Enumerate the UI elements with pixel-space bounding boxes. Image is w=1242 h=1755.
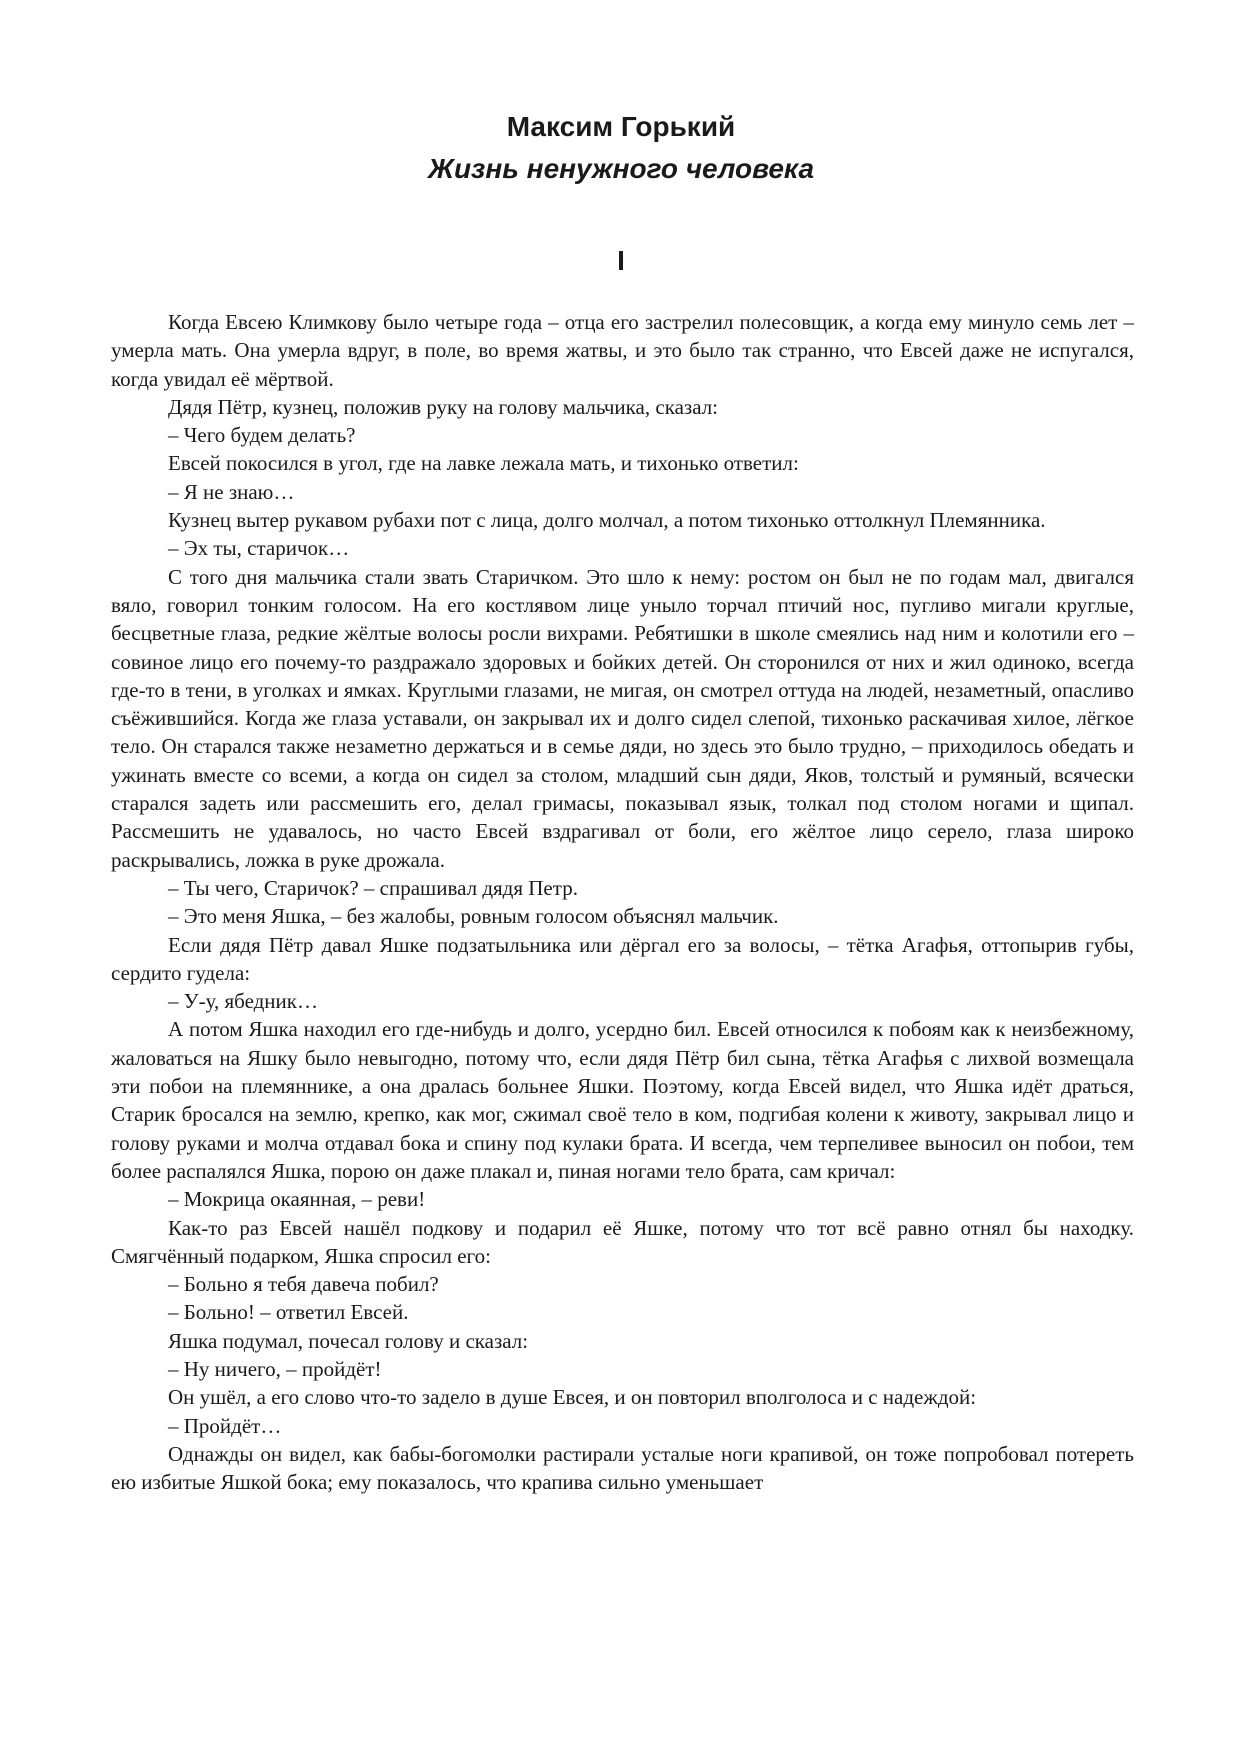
paragraph: – Больно! – ответил Евсей. <box>168 1300 409 1325</box>
paragraph: – Ну ничего, – пройдёт! <box>168 1356 382 1381</box>
paragraph: А потом Яшка находил его где-нибудь и долго, усердно бил. Евсей относился к побоям как к неизбежному, жаловаться на Яшку было невыгодно, потому что, если дядя Пётр бил сына, тётка Агафья с лихвой возмещала эти побои на племяннике, а она дралась больнее Яшки. Поэтому, когда Евсей видел, что Яшка идёт драться, Старик бросался на землю, крепко, как мог, сжимал своё тело в ком, подгибая колени к животу, закрывал лицо и голову руками и молча отдавал бока и спину под кулаки брата. И всегда, чем терпеливее выносил он побои, тем более распалялся Яшка, порою он даже плакал и, пиная ногами тело брата, сам кричал: <box>111 1017 1134 1183</box>
paragraph: Когда Евсею Климкову было четыре года – отца его застрелил полесовщик, а когда ему минуло семь лет – умерла мать. Она умерла вдруг, в поле, во время жатвы, и это было так странно, что Евсей даже не испугался, когда увидал её мёртвой. <box>111 310 1134 391</box>
text-body <box>111 308 1134 1496</box>
paragraph: – Ты чего, Старичок? – спрашивал дядя Петр. <box>168 875 578 900</box>
paragraph: Яшка подумал, почесал голову и сказал: <box>168 1328 529 1353</box>
paragraph: Как-то раз Евсей нашёл подкову и подарил её Яшке, потому что тот всё равно отнял бы находку. Смягчённый подарком, Яшка спросил его: <box>111 1215 1134 1268</box>
paragraph: С того дня мальчика стали звать Старичком. Это шло к нему: ростом он был не по годам мал, двигался вяло, говорил тонким голосом. На его костлявом лице уныло торчал птичий нос, пугливо мигали круглые, бесцветные глаза, редкие жёлтые волосы росли вихрами. Ребятишки в школе смеялись над ним и колотили его – совиное лицо его почему-то раздражало здоровых и бойких детей. Он сторонился от них и жил одиноко, всегда где-то в тени, в уголках и ямках. Круглыми глазами, не мигая, он смотрел оттуда на людей, незаметный, опасливо съёжившийся. Когда же глаза уставали, он закрывал их и долго сидел слепой, тихонько раскачивая хилое, лёгкое тело. Он старался также незаметно держаться и в семье дяди, но здесь это было трудно, – приходилось обедать и ужинать вместе со всеми, а когда он сидел за столом, младший сын дяди, Яков, толстый и румяный, всячески старался задеть или рассмешить его, делал гримасы, показывал язык, толкал под столом ногами и щипал. Рассмешить не удавалось, но часто Евсей вздрагивал от боли, его жёлтое лицо серело, глаза широко раскрывались, ложка в руке дрожала. <box>111 564 1134 872</box>
paragraph: Дядя Пётр, кузнец, положив руку на голову мальчика, сказал: <box>168 394 719 419</box>
paragraph: – Эх ты, старичок… <box>168 536 350 561</box>
paragraph: – У-у, ябедник… <box>168 989 318 1014</box>
paragraph: Кузнец вытер рукавом рубахи пот с лица, долго молчал, а потом тихонько оттолкнул Племянника. <box>168 508 1046 533</box>
author-name: Максим Горький <box>506 111 736 142</box>
paragraph: – Я не знаю… <box>168 479 295 504</box>
paragraph: – Чего будем делать? <box>168 423 356 448</box>
paragraph: – Мокрица окаянная, – реви! <box>168 1187 426 1212</box>
paragraph: Если дядя Пётр давал Яшке подзатыльника или дёргал его за волосы, – тётка Агафья, оттопырив губы, сердито гудела: <box>111 932 1134 985</box>
chapter-number: I <box>617 245 625 276</box>
paragraph: – Это меня Яшка, – без жалобы, ровным голосом объяснял мальчик. <box>168 904 779 929</box>
book-title: Жизнь ненужного человека <box>427 153 815 184</box>
paragraph: – Пройдёт… <box>168 1413 282 1438</box>
paragraph: Однажды он видел, как бабы-богомолки растирали усталые ноги крапивой, он тоже попробовал потереть ею избитые Яшкой бока; ему показалось, что крапива сильно уменьшает <box>111 1441 1134 1495</box>
paragraph: Евсей покосился в угол, где на лавке лежала мать, и тихонько ответил: <box>168 451 799 476</box>
paragraph: – Больно я тебя давеча побил? <box>168 1272 439 1297</box>
paragraph: Он ушёл, а его слово что-то задело в душе Евсея, и он повторил вполголоса и с надеждой: <box>168 1385 977 1410</box>
